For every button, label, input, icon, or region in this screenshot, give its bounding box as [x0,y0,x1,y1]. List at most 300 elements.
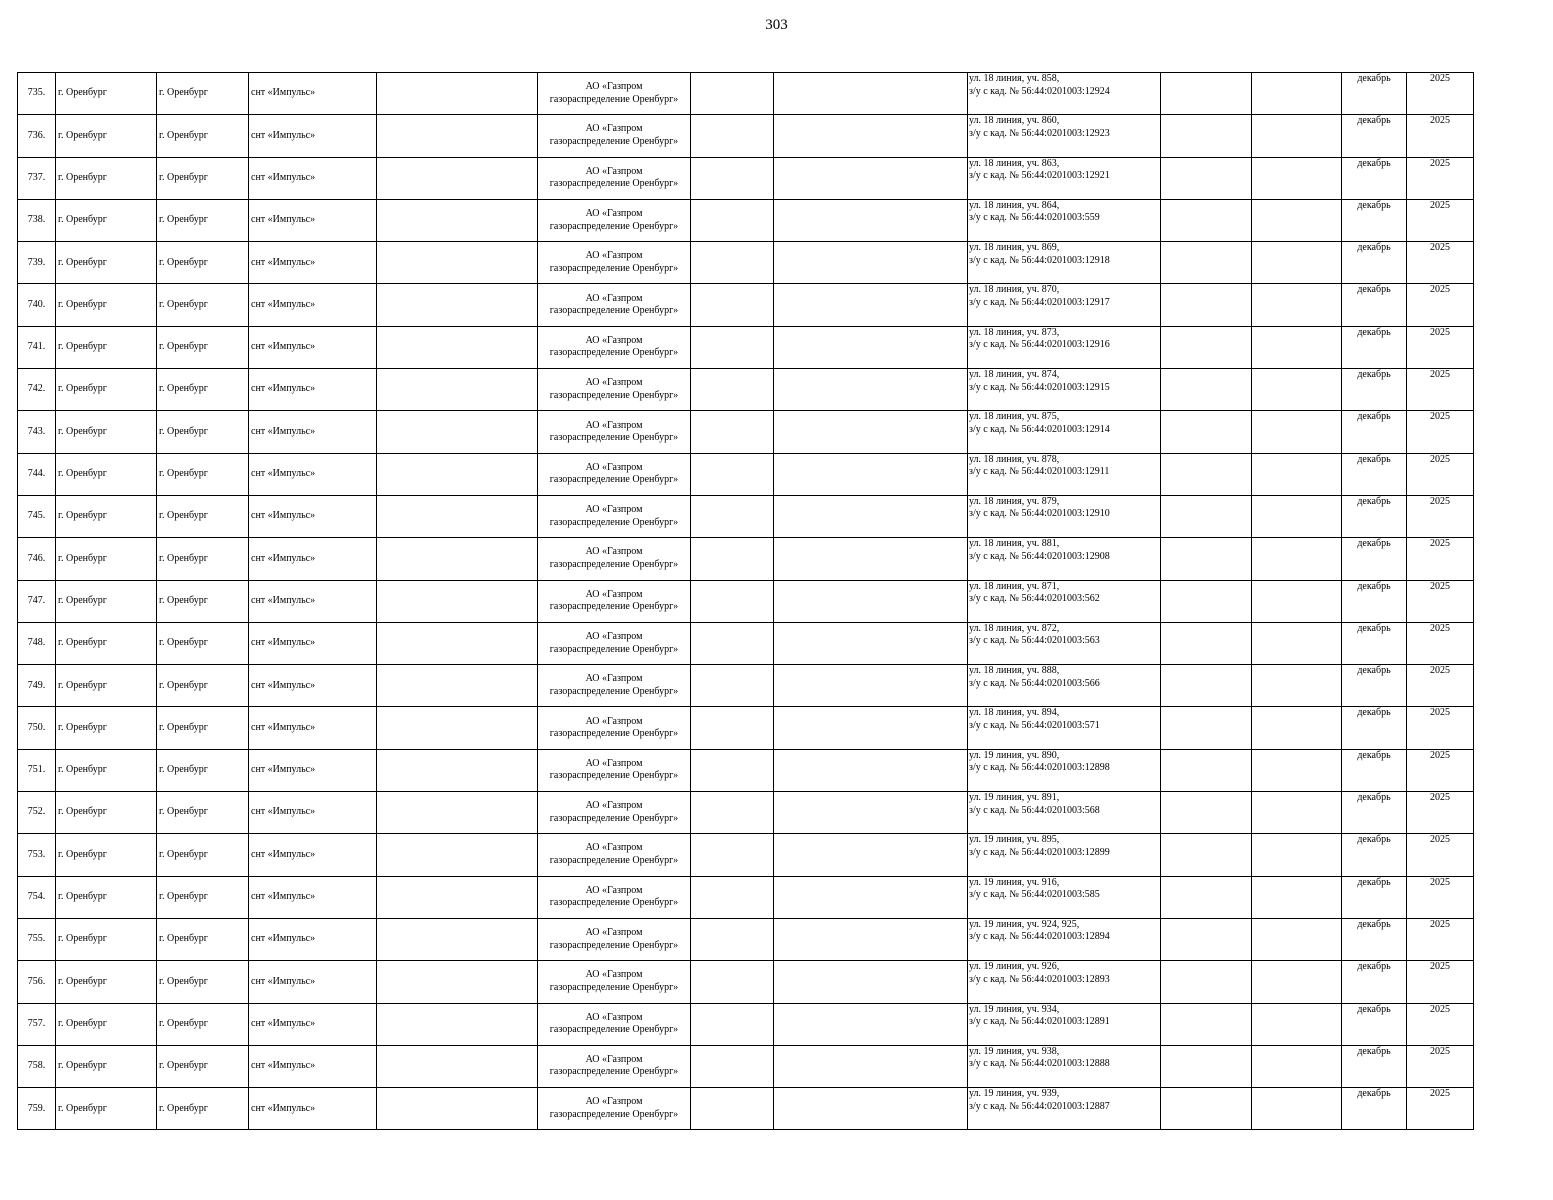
organization-line-2: газораспределение Оренбург» [549,812,679,824]
address-line-2: з/у с кад. № 56:44:0201003:571 [969,719,1100,731]
organization-line-2: газораспределение Оренбург» [549,770,679,782]
organization-line-1: АО «Газпром [585,884,643,896]
organization-cell [538,749,691,791]
empty-cell [377,580,538,622]
settlement-cell: г. Оренбург [157,284,249,326]
settlement-cell: г. Оренбург [157,918,249,960]
year-cell: 2025 [1407,326,1474,368]
empty-cell [774,157,968,199]
address-line-2: з/у с кад. № 56:44:0201003:562 [969,593,1100,605]
empty-cell [377,242,538,284]
organization-cell [538,411,691,453]
table-row [18,792,1474,834]
empty-cell [774,834,968,876]
district-cell: г. Оренбург [56,749,157,791]
empty-cell [1161,242,1252,284]
organization-line-2: газораспределение Оренбург» [549,305,679,317]
address-cell [968,918,1161,960]
year-cell: 2025 [1407,961,1474,1003]
address-line-1: ул. 18 линия, уч. 875, [969,411,1060,423]
organization-line-2: газораспределение Оренбург» [549,516,679,528]
district-cell: г. Оренбург [56,792,157,834]
table-row [18,1045,1474,1087]
year-cell: 2025 [1407,453,1474,495]
organization-cell [538,1088,691,1130]
year-cell: 2025 [1407,157,1474,199]
organization-line-1: АО «Газпром [585,969,643,981]
address-cell [968,961,1161,1003]
address-line-1: ул. 19 линия, уч. 924, 925, [969,918,1080,930]
empty-cell [774,115,968,157]
empty-cell [1161,961,1252,1003]
empty-cell [1252,707,1342,749]
month-cell: декабрь [1342,326,1407,368]
object-cell: снт «Импульс» [249,580,377,622]
address-line-2: з/у с кад. № 56:44:0201003:12894 [969,931,1110,943]
settlement-cell: г. Оренбург [157,1045,249,1087]
object-cell: снт «Импульс» [249,792,377,834]
month-cell: декабрь [1342,707,1407,749]
empty-cell [377,369,538,411]
settlement-cell: г. Оренбург [157,538,249,580]
district-cell: г. Оренбург [56,918,157,960]
empty-cell [774,1045,968,1087]
object-cell: снт «Импульс» [249,115,377,157]
year-cell: 2025 [1407,876,1474,918]
empty-cell [1161,199,1252,241]
object-cell: снт «Импульс» [249,73,377,115]
address-line-2: з/у с кад. № 56:44:0201003:12921 [969,170,1110,182]
district-cell: г. Оренбург [56,580,157,622]
organization-line-2: газораспределение Оренбург» [549,601,679,613]
empty-cell [774,369,968,411]
empty-cell [377,284,538,326]
address-line-1: ул. 18 линия, уч. 858, [969,73,1060,84]
address-line-1: ул. 18 линия, уч. 881, [969,538,1060,550]
empty-cell [1161,157,1252,199]
empty-cell [377,199,538,241]
empty-cell [1161,453,1252,495]
table-row [18,1088,1474,1130]
empty-cell [1252,157,1342,199]
organization-cell [538,538,691,580]
table-row [18,495,1474,537]
settlement-cell: г. Оренбург [157,580,249,622]
empty-cell [377,411,538,453]
object-cell: снт «Импульс» [249,538,377,580]
settlement-cell: г. Оренбург [157,622,249,664]
empty-cell [377,538,538,580]
organization-line-1: АО «Газпром [585,631,643,642]
address-line-2: з/у с кад. № 56:44:0201003:12915 [969,381,1110,393]
organization-line-1: АО «Газпром [585,927,643,939]
address-cell [968,411,1161,453]
address-line-1: ул. 18 линия, уч. 863, [969,157,1060,169]
district-cell: г. Оренбург [56,369,157,411]
address-line-2: з/у с кад. № 56:44:0201003:12888 [969,1058,1110,1070]
address-cell [968,622,1161,664]
organization-line-1: АО «Газпром [585,715,643,727]
address-cell [968,157,1161,199]
object-cell: снт «Импульс» [249,1003,377,1045]
district-cell: г. Оренбург [56,707,157,749]
empty-cell [377,707,538,749]
empty-cell [774,73,968,115]
address-line-1: ул. 18 линия, уч. 870, [969,284,1060,296]
empty-cell [691,749,774,791]
address-line-1: ул. 18 линия, уч. 872, [969,622,1060,634]
organization-line-2: газораспределение Оренбург» [549,1066,679,1078]
object-cell: снт «Импульс» [249,707,377,749]
address-line-2: з/у с кад. № 56:44:0201003:566 [969,677,1100,689]
row-number: 759. [18,1088,56,1130]
empty-cell [1252,1045,1342,1087]
address-line-1: ул. 18 линия, уч. 894, [969,707,1060,719]
address-line-1: ул. 19 линия, уч. 890, [969,749,1060,761]
organization-line-1: АО «Газпром [585,419,643,431]
empty-cell [377,326,538,368]
year-cell: 2025 [1407,369,1474,411]
table-row [18,326,1474,368]
month-cell: декабрь [1342,411,1407,453]
empty-cell [1252,834,1342,876]
year-cell: 2025 [1407,918,1474,960]
organization-cell [538,115,691,157]
address-line-1: ул. 18 линия, уч. 873, [969,326,1060,338]
organization-line-1: АО «Газпром [585,334,643,346]
address-cell [968,453,1161,495]
table-row [18,876,1474,918]
organization-line-1: АО «Газпром [585,461,643,473]
empty-cell [1161,918,1252,960]
empty-cell [377,1088,538,1130]
empty-cell [1161,749,1252,791]
row-number: 757. [18,1003,56,1045]
empty-cell [1252,115,1342,157]
year-cell: 2025 [1407,834,1474,876]
table-row [18,1003,1474,1045]
organization-cell [538,876,691,918]
year-cell: 2025 [1407,580,1474,622]
address-line-1: ул. 19 линия, уч. 934, [969,1003,1060,1015]
organization-line-1: АО «Газпром [585,165,643,177]
table-row [18,284,1474,326]
address-cell [968,73,1161,115]
organization-line-1: АО «Газпром [585,1053,643,1065]
organization-cell [538,622,691,664]
empty-cell [691,157,774,199]
address-line-2: з/у с кад. № 56:44:0201003:12914 [969,423,1110,435]
organization-cell [538,453,691,495]
settlement-cell: г. Оренбург [157,749,249,791]
empty-cell [774,326,968,368]
table-row [18,157,1474,199]
address-cell [968,580,1161,622]
empty-cell [1252,284,1342,326]
empty-cell [691,580,774,622]
organization-cell [538,495,691,537]
object-cell: снт «Импульс» [249,876,377,918]
empty-cell [377,961,538,1003]
object-cell: снт «Импульс» [249,242,377,284]
row-number: 746. [18,538,56,580]
row-number: 745. [18,495,56,537]
row-number: 758. [18,1045,56,1087]
organization-line-1: АО «Газпром [585,800,643,812]
empty-cell [774,453,968,495]
organization-line-1: АО «Газпром [585,292,643,304]
empty-cell [1252,1003,1342,1045]
organization-cell [538,792,691,834]
address-cell [968,834,1161,876]
settlement-cell: г. Оренбург [157,495,249,537]
year-cell: 2025 [1407,1088,1474,1130]
district-cell: г. Оренбург [56,622,157,664]
object-cell: снт «Импульс» [249,495,377,537]
empty-cell [691,1003,774,1045]
address-line-1: ул. 19 линия, уч. 895, [969,834,1060,846]
address-line-2: з/у с кад. № 56:44:0201003:12917 [969,296,1110,308]
organization-cell [538,961,691,1003]
address-line-2: з/у с кад. № 56:44:0201003:12918 [969,254,1110,266]
empty-cell [774,707,968,749]
empty-cell [1161,622,1252,664]
empty-cell [1252,665,1342,707]
page-number: 303 [765,17,788,33]
empty-cell [377,1045,538,1087]
empty-cell [774,792,968,834]
empty-cell [1252,580,1342,622]
year-cell: 2025 [1407,1045,1474,1087]
empty-cell [1252,538,1342,580]
empty-cell [1161,707,1252,749]
organization-line-1: АО «Газпром [585,546,643,558]
empty-cell [377,73,538,115]
object-cell: снт «Импульс» [249,749,377,791]
month-cell: декабрь [1342,1045,1407,1087]
organization-line-2: газораспределение Оренбург» [549,347,679,359]
year-cell: 2025 [1407,115,1474,157]
organization-line-2: газораспределение Оренбург» [549,135,679,147]
empty-cell [774,1088,968,1130]
empty-cell [1161,538,1252,580]
empty-cell [774,665,968,707]
year-cell: 2025 [1407,495,1474,537]
district-cell: г. Оренбург [56,284,157,326]
address-cell [968,1088,1161,1130]
settlement-cell: г. Оренбург [157,115,249,157]
object-cell: снт «Импульс» [249,453,377,495]
empty-cell [377,834,538,876]
organization-line-2: газораспределение Оренбург» [549,474,679,486]
empty-cell [691,665,774,707]
table-row [18,749,1474,791]
table-row [18,580,1474,622]
empty-cell [1161,115,1252,157]
address-line-1: ул. 18 линия, уч. 860, [969,115,1060,127]
settlement-cell: г. Оренбург [157,876,249,918]
year-cell: 2025 [1407,538,1474,580]
empty-cell [774,1003,968,1045]
empty-cell [1161,1003,1252,1045]
empty-cell [691,495,774,537]
district-cell: г. Оренбург [56,834,157,876]
address-line-1: ул. 19 линия, уч. 916, [969,876,1060,888]
empty-cell [691,834,774,876]
row-number: 750. [18,707,56,749]
empty-cell [691,242,774,284]
empty-cell [377,1003,538,1045]
address-line-2: з/у с кад. № 56:44:0201003:12923 [969,127,1110,139]
address-cell [968,326,1161,368]
empty-cell [691,707,774,749]
settlement-cell: г. Оренбург [157,326,249,368]
empty-cell [1161,580,1252,622]
row-number: 748. [18,622,56,664]
settlement-cell: г. Оренбург [157,1003,249,1045]
empty-cell [1252,918,1342,960]
organization-line-2: газораспределение Оренбург» [549,981,679,993]
empty-cell [774,242,968,284]
address-cell [968,1003,1161,1045]
register-table [17,72,1474,1130]
object-cell: снт «Импульс» [249,918,377,960]
district-cell: г. Оренбург [56,1045,157,1087]
address-line-1: ул. 18 линия, уч. 874, [969,369,1060,381]
address-cell [968,495,1161,537]
district-cell: г. Оренбург [56,495,157,537]
address-line-2: з/у с кад. № 56:44:0201003:12924 [969,85,1110,97]
row-number: 753. [18,834,56,876]
table-row [18,622,1474,664]
empty-cell [774,622,968,664]
empty-cell [774,876,968,918]
month-cell: декабрь [1342,792,1407,834]
organization-line-1: АО «Газпром [585,504,643,516]
empty-cell [691,622,774,664]
settlement-cell: г. Оренбург [157,1088,249,1130]
empty-cell [377,495,538,537]
table-row [18,411,1474,453]
object-cell: снт «Импульс» [249,369,377,411]
address-cell [968,115,1161,157]
settlement-cell: г. Оренбург [157,369,249,411]
table-row [18,242,1474,284]
empty-cell [377,918,538,960]
organization-cell [538,580,691,622]
address-cell [968,538,1161,580]
empty-cell [691,538,774,580]
month-cell: декабрь [1342,369,1407,411]
empty-cell [691,918,774,960]
row-number: 740. [18,284,56,326]
organization-line-2: газораспределение Оренбург» [549,685,679,697]
year-cell: 2025 [1407,707,1474,749]
year-cell: 2025 [1407,242,1474,284]
year-cell: 2025 [1407,792,1474,834]
address-cell [968,792,1161,834]
organization-line-1: АО «Газпром [585,208,643,220]
organization-line-2: газораспределение Оренбург» [549,1024,679,1036]
settlement-cell: г. Оренбург [157,961,249,1003]
empty-cell [1161,1045,1252,1087]
address-line-2: з/у с кад. № 56:44:0201003:12891 [969,1016,1110,1028]
address-line-1: ул. 19 линия, уч. 939, [969,1088,1060,1100]
empty-cell [774,749,968,791]
address-line-2: з/у с кад. № 56:44:0201003:563 [969,635,1100,647]
object-cell: снт «Импульс» [249,199,377,241]
row-number: 739. [18,242,56,284]
empty-cell [774,199,968,241]
month-cell: декабрь [1342,749,1407,791]
district-cell: г. Оренбург [56,115,157,157]
district-cell: г. Оренбург [56,242,157,284]
empty-cell [774,411,968,453]
organization-line-2: газораспределение Оренбург» [549,728,679,740]
empty-cell [1252,749,1342,791]
row-number: 737. [18,157,56,199]
address-cell [968,369,1161,411]
month-cell: декабрь [1342,876,1407,918]
empty-cell [1161,665,1252,707]
address-line-1: ул. 19 линия, уч. 891, [969,792,1060,804]
settlement-cell: г. Оренбург [157,453,249,495]
row-number: 736. [18,115,56,157]
organization-cell [538,707,691,749]
empty-cell [691,792,774,834]
object-cell: снт «Импульс» [249,411,377,453]
empty-cell [691,961,774,1003]
organization-line-2: газораспределение Оренбург» [549,897,679,909]
empty-cell [1252,199,1342,241]
row-number: 738. [18,199,56,241]
empty-cell [1252,369,1342,411]
table-row [18,707,1474,749]
empty-cell [691,199,774,241]
year-cell: 2025 [1407,411,1474,453]
address-cell [968,707,1161,749]
empty-cell [1161,876,1252,918]
empty-cell [774,580,968,622]
organization-line-2: газораспределение Оренбург» [549,93,679,105]
empty-cell [1252,326,1342,368]
empty-cell [691,369,774,411]
address-cell [968,1045,1161,1087]
empty-cell [774,961,968,1003]
year-cell: 2025 [1407,73,1474,115]
empty-cell [691,284,774,326]
address-line-2: з/у с кад. № 56:44:0201003:12908 [969,550,1110,562]
settlement-cell: г. Оренбург [157,665,249,707]
empty-cell [377,157,538,199]
settlement-cell: г. Оренбург [157,199,249,241]
empty-cell [774,918,968,960]
organization-cell [538,326,691,368]
address-line-1: ул. 18 линия, уч. 878, [969,453,1060,465]
table-row [18,199,1474,241]
empty-cell [1252,242,1342,284]
year-cell: 2025 [1407,665,1474,707]
row-number: 756. [18,961,56,1003]
address-line-1: ул. 19 линия, уч. 926, [969,961,1060,973]
year-cell: 2025 [1407,622,1474,664]
month-cell: декабрь [1342,622,1407,664]
object-cell: снт «Импульс» [249,1088,377,1130]
district-cell: г. Оренбург [56,1003,157,1045]
month-cell: декабрь [1342,199,1407,241]
address-line-2: з/у с кад. № 56:44:0201003:559 [969,212,1100,224]
address-line-1: ул. 18 линия, уч. 879, [969,495,1060,507]
